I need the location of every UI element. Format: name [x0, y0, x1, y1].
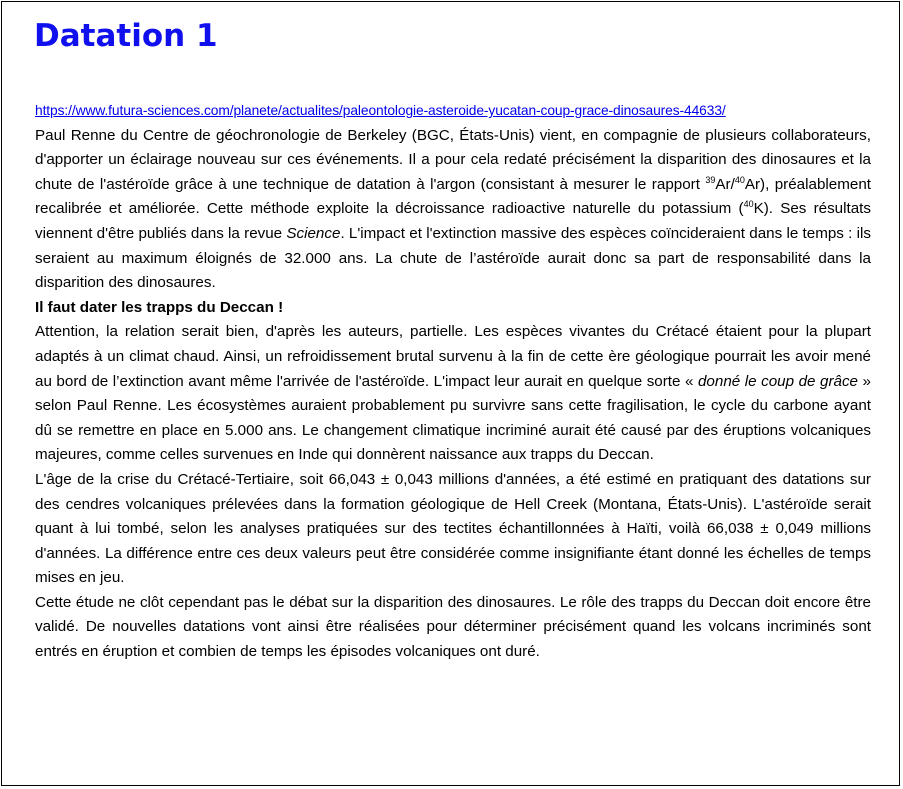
paragraph-1-text-d: K). Ses résultats viennent d'être publiés dans la revue: [35, 200, 871, 242]
paragraph-1: [35, 124, 871, 296]
article-body: [35, 99, 871, 665]
page-title: Datation 1: [34, 18, 218, 54]
paragraph-2-text-b: » selon Paul Renne. Les écosystèmes auraient probablement pu survivre sans cette fragilisation, le cycle du carbone ayant dû se remettre en place en 5.000 ans. Le changement climatique incriminé aurait été causé par des éruptions volcaniques majeures, comme celles survenues en Inde qui donnèrent naissance aux trapps du Deccan.: [35, 372, 871, 464]
paragraph-1-text-c: Ar), préalablement recalibrée et améliorée. Cette méthode exploite la décroissance radioactive naturelle du potassium (: [35, 175, 871, 218]
paragraph-2: [35, 320, 871, 468]
paragraph-1-text-a: Paul Renne du Centre de géochronologie de Berkeley (BGC, États-Unis) vient, en compagnie de plusieurs collaborateurs, d'apporter un éclairage nouveau sur ces événements. Il a pour cela redaté précisément la disparition des dinosaures et la chute de l'astéroïde grâce à une technique de datation à l'argon (consistant à mesurer le rapport: [35, 126, 871, 193]
paragraph-3: L'âge de la crise du Crétacé-Tertiaire, soit 66,043 ± 0,043 millions d'années, a été estimé en pratiquant des datations sur des cendres volcaniques prélevées dans la formation géologique de Hell Creek (Montana, États-Unis). L'astéroïde serait quant à lui tombé, selon les analyses pratiquées sur des tectites échantillonnées à Haïti, voilà 66,038 ± 0,049 millions d'années. La différence entre ces deux valeurs peut être considérée comme insignifiante étant donné les échelles de temps mises en jeu.: [35, 470, 871, 587]
paragraph-1-text-b: Ar/: [715, 175, 735, 193]
isotope-39-superscript: 39: [705, 174, 716, 185]
document-frame: [1, 1, 900, 786]
quote-text: donné le coup de grâce: [697, 372, 859, 390]
paragraph-2-text-a: Attention, la relation serait bien, d'après les auteurs, partielle. Les espèces vivantes du Crétacé étaient pour la plupart adaptés à un climat chaud. Ainsi, un refroidissement brutal survenu à la fin de cette ère géologique pourrait les avoir mené au bord de l’extinction avant même l'arrivée de l'astéroïde. L'impact leur aurait en quelque sorte «: [35, 323, 871, 390]
journal-name: Science: [286, 224, 341, 242]
paragraph-4: Cette étude ne clôt cependant pas le débat sur la disparition des dinosaures. Le rôle des trapps du Deccan doit encore être validé. De nouvelles datations vont ainsi être réalisées pour déterminer précisément quand les volcans incriminés sont entrés en éruption et combien de temps les épisodes volcaniques ont duré.: [35, 593, 871, 661]
paragraph-1-text-e: . L'impact et l'extinction massive des espèces coïncideraient dans le temps : ils seraient au maximum éloignés de 32.000 ans. La chute de l’astéroïde aurait donc sa part de responsabilité dans la disparition des dinosaures.: [35, 224, 871, 292]
source-link[interactable]: https://www.futura-sciences.com/planete/actualites/paleontologie-asteroide-yucatan-coup-grace-dinosaures-44633/: [35, 103, 726, 118]
potassium-40-superscript: 40: [743, 199, 754, 210]
section-heading: Il faut dater les trapps du Deccan !: [35, 298, 284, 316]
isotope-40-superscript: 40: [734, 174, 745, 185]
